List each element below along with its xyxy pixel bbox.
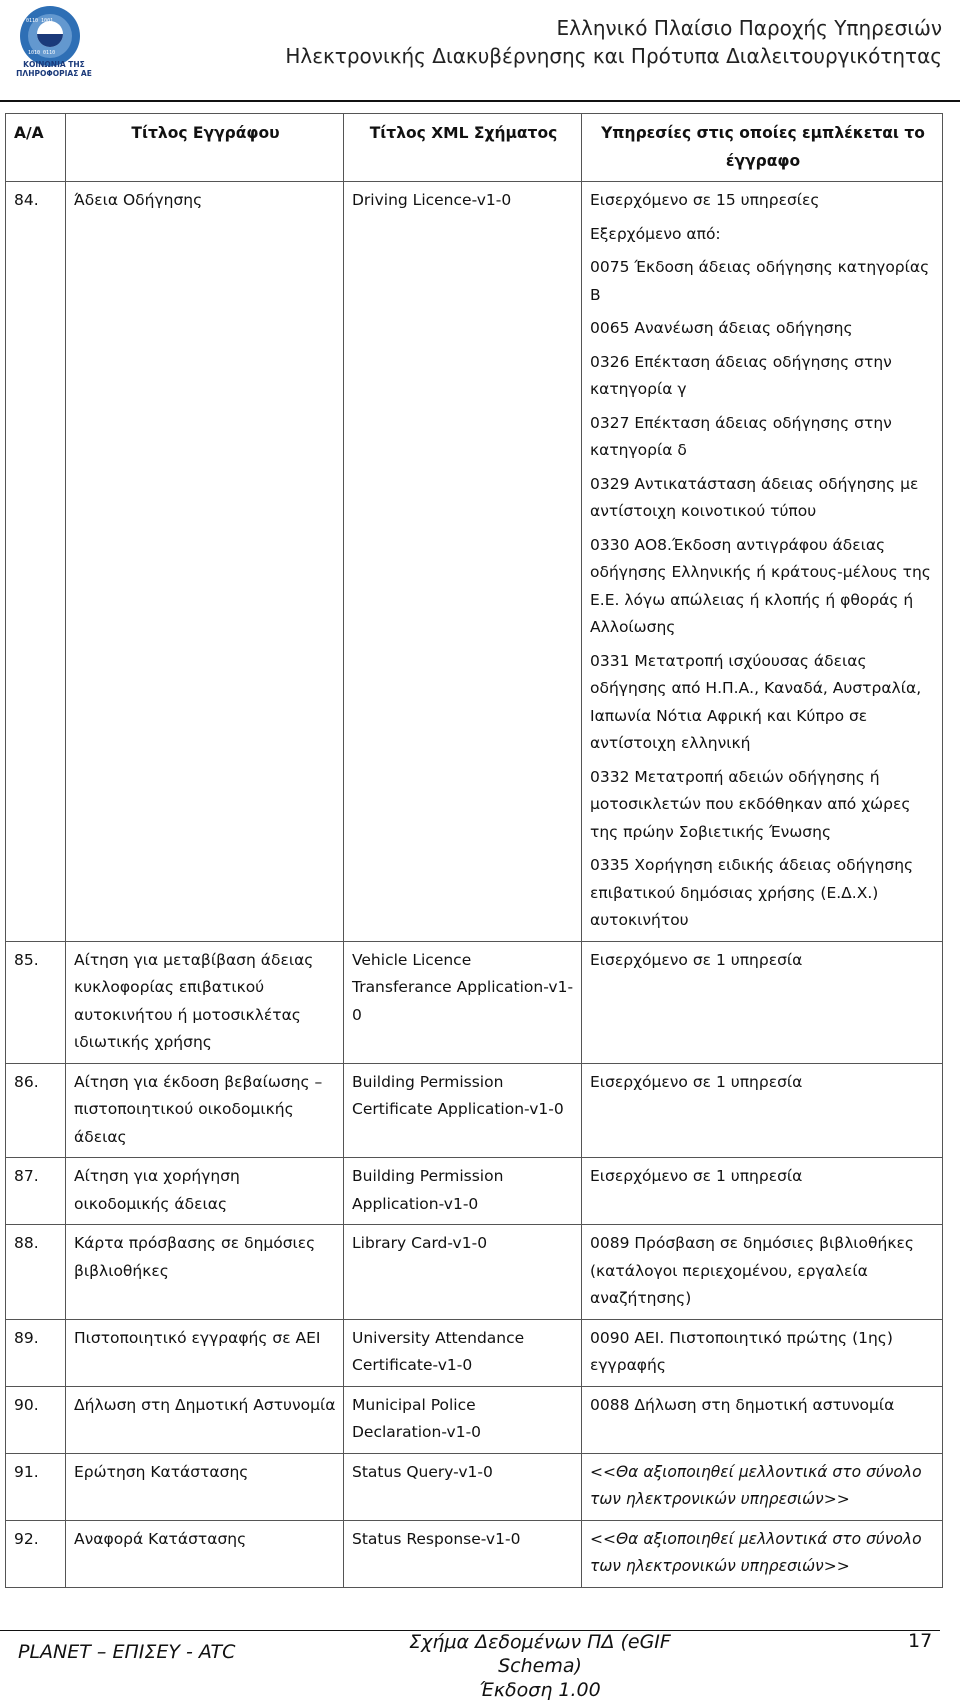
table-row [6,1520,943,1587]
footer-schema-title: Σχήμα Δεδομένων ΠΔ (eGIF Schema) [409,1631,671,1677]
table-row [6,1225,943,1320]
services-cell [582,1158,943,1225]
document-title: Δήλωση στη Δημοτική Αστυνομία [66,1386,344,1453]
logo-text: ΚΟΙΝΩΝΙΑ ΤΗΣ ΠΛΗΡΟΦΟΡΙΑΣ ΑΕ [16,60,92,78]
row-number: 86. [6,1063,66,1158]
row-number: 84. [6,182,66,942]
service-entry: 0065 Ανανέωση άδειας οδήγησης [590,319,853,337]
xml-schema-title: Driving Licence-v1-0 [344,182,582,942]
service-entry: 0331 Μετατροπή ισχύουσας άδειας οδήγησης από Η.Π.Α., Καναδά, Αυστραλία, Ιαπωνία Νότια Αφρική και Κύπρο σε αντίστοιχη ελληνική [590,651,922,752]
services-cell [582,941,943,1063]
document-title: Άδεια Οδήγησης [66,182,344,942]
table-row [6,182,943,942]
page-number: 17 [908,1630,933,1652]
row-number: 87. [6,1158,66,1225]
column-header-services: Υπηρεσίες στις οποίες εμπλέκεται το έγγραφο [582,114,943,182]
xml-schema-title: Building Permission Certificate Application-v1-0 [344,1063,582,1158]
xml-schema-title: Status Response-v1-0 [344,1520,582,1587]
service-entry: 0332 Μετατροπή αδειών οδήγησης ή μοτοσικλετών που εκδόθηκαν από χώρες της πρώην Σοβιετικής Ένωσης [590,767,911,841]
document-title: Αίτηση για μεταβίβαση άδειας κυκλοφορίας επιβατικού αυτοκινήτου ή μοτοσικλέτας ιδιωτικής χρήσης [66,941,344,1063]
services-cell [582,1225,943,1320]
table-row [6,1319,943,1386]
document-title: Ερώτηση Κατάστασης [66,1453,344,1520]
document-title: Πιστοποιητικό εγγραφής σε ΑΕΙ [66,1319,344,1386]
service-entry: 0088 Δήλωση στη δημοτική αστυνομία [590,1395,895,1414]
service-entry: 0326 Επέκταση άδειας οδήγησης στην κατηγορία γ [590,352,892,398]
services-cell [582,1453,943,1520]
services-cell [582,1063,943,1158]
footer-center [380,1630,700,1702]
xml-schema-title: Municipal Police Declaration-v1-0 [344,1386,582,1453]
document-title: Κάρτα πρόσβασης σε δημόσιες βιβλιοθήκες [66,1225,344,1320]
header-titles [285,14,942,70]
footer-left-text: PLANET – ΕΠΙΣΕΥ - ATC [18,1641,236,1663]
table-row [6,1386,943,1453]
services-cell [582,182,943,942]
table-row [6,941,943,1063]
header-divider [0,100,960,102]
service-entry: <<Θα αξιοποιηθεί μελλοντικά στο σύνολο των ηλεκτρονικών υπηρεσιών>> [590,1529,922,1575]
service-entry: 0335 Χορήγηση ειδικής άδειας οδήγησης επιβατικού δημόσιας χρήσης (Ε.Δ.Χ.) αυτοκινήτου [590,856,914,929]
document-title: Αναφορά Κατάστασης [66,1520,344,1587]
table-row [6,1158,943,1225]
xml-schema-title: Vehicle Licence Transferance Application-v1-0 [344,941,582,1063]
document-title: Αίτηση για χορήγηση οικοδομικής άδειας [66,1158,344,1225]
service-entry: 0330 ΑΟ8.Έκδοση αντιγράφου άδειας οδήγησης Ελληνικής ή κράτους-μέλους της Ε.Ε. λόγω απώλειας ή κλοπής ή φθοράς ή Αλλοίωσης [590,535,931,636]
header-title-line2: Ηλεκτρονικής Διακυβέρνησης και Πρότυπα Διαλειτουργικότητας [285,44,942,68]
document-schema-table [5,113,943,1588]
table-header-row [6,114,943,182]
service-entry: Εξερχόμενο από: [590,224,721,243]
footer-version: Έκδοση 1.00 [479,1679,601,1701]
service-entry: Εισερχόμενο σε 1 υπηρεσία [590,1167,803,1185]
svg-text:0110 1001: 0110 1001 [26,18,54,24]
service-entry: <<Θα αξιοποιηθεί μελλοντικά στο σύνολο των ηλεκτρονικών υπηρεσιών>> [590,1462,922,1508]
column-header-number: Α/Α [6,114,66,182]
column-header-document-title: Τίτλος Εγγράφου [66,114,344,182]
row-number: 85. [6,941,66,1063]
services-cell [582,1520,943,1587]
page-header [0,0,960,100]
header-title-line1: Ελληνικό Πλαίσιο Παροχής Υπηρεσιών [556,16,942,40]
xml-schema-title: Building Permission Application-v1-0 [344,1158,582,1225]
row-number: 92. [6,1520,66,1587]
service-entry: 0090 ΑΕΙ. Πιστοποιητικό πρώτης (1ης) εγγραφής [590,1328,893,1374]
row-number: 89. [6,1319,66,1386]
row-number: 90. [6,1386,66,1453]
svg-text:1010 0110: 1010 0110 [28,50,56,56]
service-entry: Εισερχόμενο σε 1 υπηρεσία [590,1072,803,1091]
table-row [6,1063,943,1158]
services-cell [582,1386,943,1453]
xml-schema-title: Status Query-v1-0 [344,1453,582,1520]
column-header-xml-title: Τίτλος XML Σχήματος [344,114,582,182]
document-title: Αίτηση για έκδοση βεβαίωσης – πιστοποιητικού οικοδομικής άδειας [66,1063,344,1158]
xml-schema-title: University Attendance Certificate-v1-0 [344,1319,582,1386]
services-cell [582,1319,943,1386]
service-entry: 0329 Αντικατάσταση άδειας οδήγησης με αντίστοιχη κοινοτικού τύπου [590,474,919,520]
row-number: 91. [6,1453,66,1520]
service-entry: 0075 Έκδοση άδειας οδήγησης κατηγορίας Β [590,258,930,304]
xml-schema-title: Library Card-v1-0 [344,1225,582,1320]
service-entry: Εισερχόμενο σε 15 υπηρεσίες [590,191,820,209]
table-body [6,182,943,1588]
service-entry: 0327 Επέκταση άδειας οδήγησης στην κατηγορία δ [590,413,892,459]
service-entry: 0089 Πρόσβαση σε δημόσιες βιβλιοθήκες (κατάλογοι περιεχομένου, εργαλεία αναζήτησης) [590,1234,914,1307]
row-number: 88. [6,1225,66,1320]
table-row [6,1453,943,1520]
service-entry: Εισερχόμενο σε 1 υπηρεσία [590,950,803,969]
